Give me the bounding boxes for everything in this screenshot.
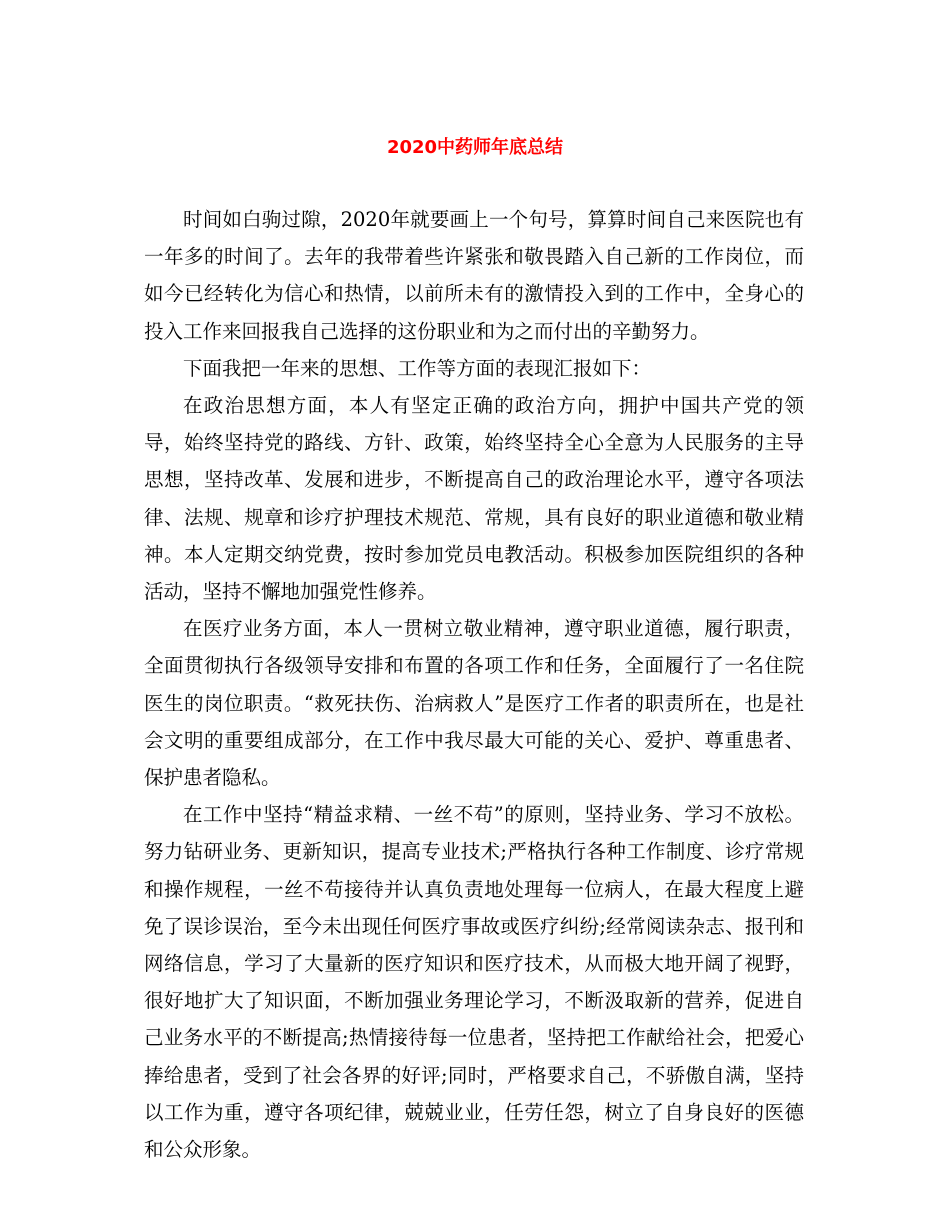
paragraph-political-thought: 在政治思想方面，本人有坚定正确的政治方向，拥护中国共产党的领导，始终坚持党的路线、方针、政策，始终坚持全心全意为人民服务的主导思想，坚持改革、发展和进步，不断提高自己的政治理论水平，遵守各项法律、法规、规章和诊疗护理技术规范、常规，具有良好的职业道德和敬业精神。本人定期交纳党费，按时参加党员电教活动。积极参加医院组织的各种活动，坚持不懈地加强党性修养。 [144, 394, 804, 604]
document-body [144, 201, 804, 1168]
paragraph-medical-work: 在医疗业务方面，本人一贯树立敬业精神，遵守职业道德，履行职责，全面贯彻执行各级领导安排和布置的各项工作和任务，全面履行了一名住院医生的岗位职责。“救死扶伤、治病救人”是医疗工作者的职责所在，也是社会文明的重要组成部分，在工作中我尽最大可能的关心、爱护、尊重患者、保护患者隐私。 [144, 617, 804, 790]
paragraph-summary-lead: 下面我把一年来的思想、工作等方面的表现汇报如下： [183, 356, 652, 380]
paragraph-intro: 时间如白驹过隙，2020年就要画上一个句号，算算时间自己来医院也有一年多的时间了。去年的我带着些许紧张和敬畏踏入自己新的工作岗位，而如今已经转化为信心和热情，以前所未有的激情投入到的工作中，全身心的投入工作来回报我自己选择的这份职业和为之而付出的辛勤努力。 [144, 208, 804, 343]
document-title: 2020中药师年底总结 [386, 137, 564, 158]
paragraph-work-principles: 在工作中坚持“精益求精、一丝不苟”的原则，坚持业务、学习不放松。努力钻研业务、更新知识，提高专业技术;严格执行各种工作制度、诊疗常规和操作规程，一丝不苟接待并认真负责地处理每一位病人，在最大程度上避免了误诊误治，至今未出现任何医疗事故或医疗纠纷;经常阅读杂志、报刊和网络信息，学习了大量新的医疗知识和医疗技术，从而极大地开阔了视野，很好地扩大了知识面，不断加强业务理论学习，不断汲取新的营养，促进自己业务水平的不断提高;热情接待每一位患者，坚持把工作献给社会，把爱心捧给患者，受到了社会各界的好评;同时，严格要求自己，不骄傲自满，坚持以工作为重，遵守各项纪律，兢兢业业，任劳任怨，树立了自身良好的医德和公众形象。 [144, 803, 804, 1162]
